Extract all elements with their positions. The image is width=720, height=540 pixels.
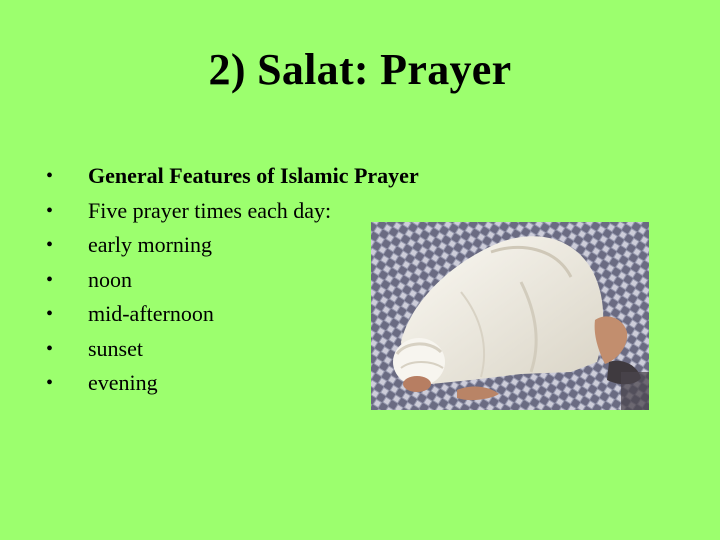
bullet-dot: •	[46, 372, 54, 394]
bullet-text: mid-afternoon	[88, 301, 214, 326]
bullet-dot: •	[46, 303, 54, 325]
slide-title: 2) Salat: Prayer	[208, 45, 512, 94]
bullet-dot: •	[46, 165, 54, 187]
bullet-dot: •	[46, 268, 54, 291]
bullet-dot: •	[46, 199, 54, 222]
prayer-photo	[371, 222, 649, 410]
bullet-dot: •	[46, 337, 54, 360]
bullet-text: noon	[88, 266, 132, 292]
bullet-dot: •	[46, 234, 54, 256]
bullet-text: early morning	[88, 232, 213, 257]
bullet-text: sunset	[88, 335, 143, 361]
bullet-text: Five prayer times each day:	[88, 197, 332, 223]
bullet-text: evening	[88, 370, 158, 395]
bullet-text: General Features of Islamic Prayer	[88, 163, 419, 188]
person-prostrating-in-prayer-photo	[371, 222, 649, 410]
